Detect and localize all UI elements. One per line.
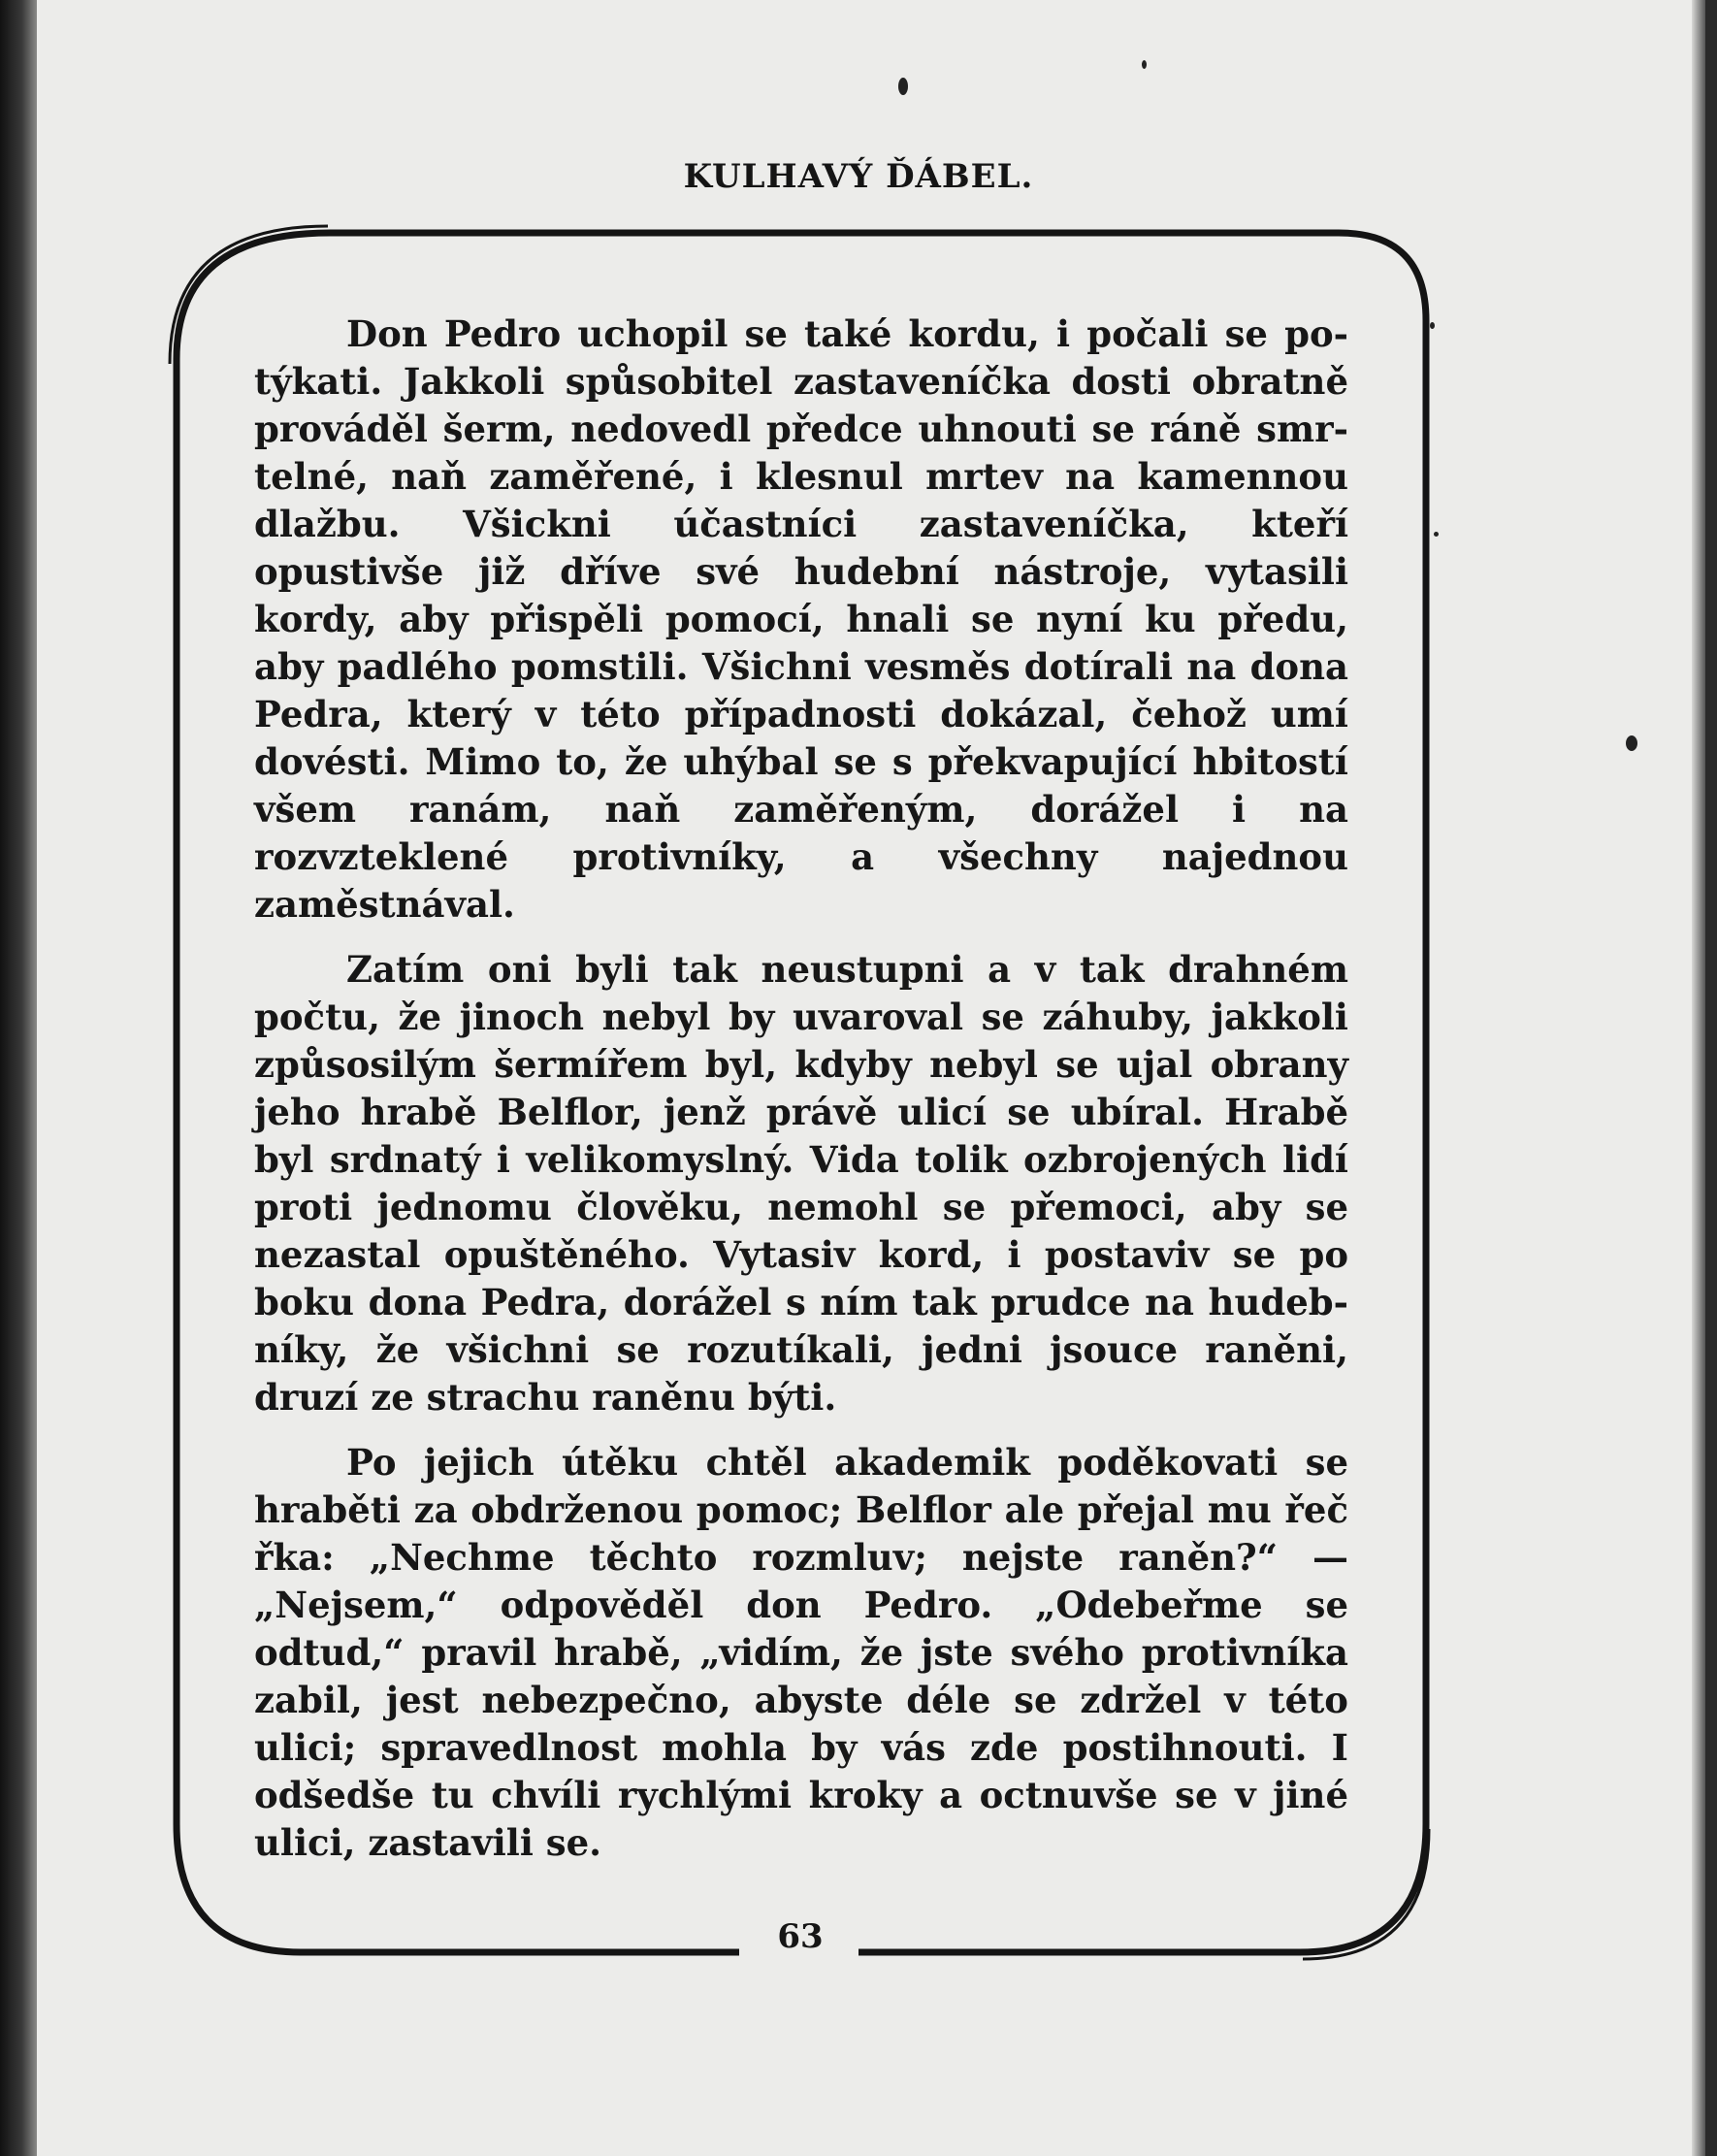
paragraph-1: Don Pedro uchopil se také kordu, i počali se potýkati. Jakkoli spůsobitel zastaveníčka dosti obratně prováděl šerm, nedovedl předce uhnouti se ráně smrtelné, naň zaměřené, i klesnul mrtev na kamennou dlažbu. Všickni účastníci zastaveníčka, kteří opustivše již dříve své hudební nástroje, vytasili kordy, aby přispěli pomocí, hnali se nyní ku předu, aby padlého pomstili. Všichni vesměs dotírali na dona Pedra, který v této případnosti dokázal, čehož umí dovésti. Mimo to, že uhýbal se s překvapující hbitostí všem ranám, naň zaměřeným, dorážel i na rozvzteklené protivníky, a všechny najednou zaměstnával. <box>254 312 1348 926</box>
paragraph-3: Po jejich útěku chtěl akademik poděkovati se hraběti za obdrženou pomoc; Belflor ale přejal mu řeč řka: „Nechme těchto rozmluv; nejste raněn?“ — „Nejsem,“ odpověděl don Pedro. „Odebeřme se odtud,“ pravil hrabě, „vidím, že jste svého protivníka zabil, jest nebezpečno, abyste déle se zdržel v této ulici; spravedlnost mohla by vás zde postihnouti. I odšedše tu chvíli rychlými kroky a octnuvše se v jiné ulici, zastavili se. <box>254 1441 1348 1864</box>
paragraph-2: Zatím oni byli tak neustupni a v tak drahném počtu, že jinoch nebyl by uvaroval se záhuby, jakkoli způsosilým šermířem byl, kdyby nebyl se ujal obrany jeho hrabě Belflor, jenž právě ulicí se ubíral. Hrabě byl srdnatý i velikomyslný. Vida tolik ozbrojených lidí proti jednomu člověku, nemohl se přemoci, aby se nezastal opuštěného. Vytasiv kord, i postaviv se po boku dona Pedra, dorážel s ním tak prudce na hudebníky, že všichni se rozutíkali, jedni jsouce raněni, druzí ze strachu raněnu býti. <box>254 948 1348 1419</box>
running-head-title: KULHAVÝ ĎÁBEL. <box>683 157 1034 196</box>
page-number: 63 <box>777 1917 824 1956</box>
body-text <box>254 310 1348 1884</box>
